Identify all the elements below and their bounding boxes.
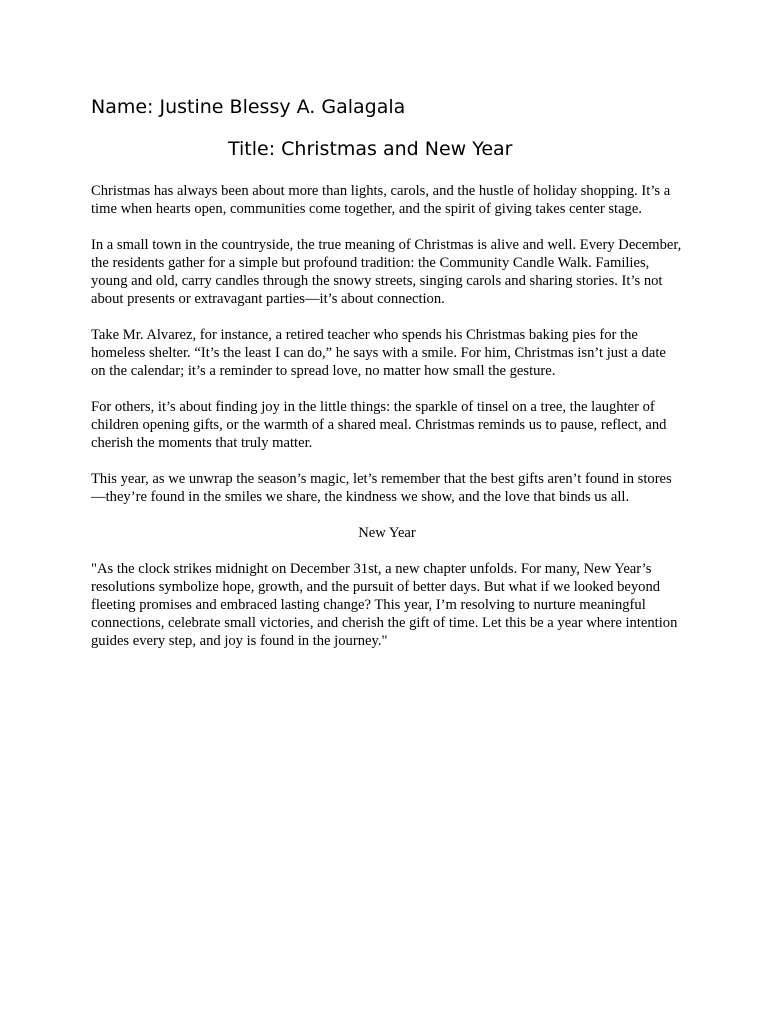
- paragraph-4: For others, it’s about finding joy in the little things: the sparkle of tinsel on a tree, the laughter of children opening gifts, or the warmth of a shared meal. Christmas reminds us to pause, reflect, and cherish the moments that truly matter.: [91, 399, 667, 451]
- new-year-paragraph: "As the clock strikes midnight on December 31st, a new chapter unfolds. For many, New Year’s resolutions symbolize hope, growth, and the pursuit of better days. But what if we looked beyond fleeting promises and embraced lasting change? This year, I’m resolving to nurture meaningful connections, celebrate small victories, and cherish the gift of time. Let this be a year where intention guides every step, and joy is found in the journey.": [91, 561, 678, 649]
- document-body: [91, 182, 683, 668]
- paragraph-3: Take Mr. Alvarez, for instance, a retired teacher who spends his Christmas baking pies for the homeless shelter. “It’s the least I can do,” he says with a smile. For him, Christmas isn’t just a date on the calendar; it’s a reminder to spread love, no matter how small the gesture.: [91, 327, 666, 379]
- document-title: Title: Christmas and New Year: [228, 138, 513, 160]
- author-name: Name: Justine Blessy A. Galagala: [91, 96, 406, 118]
- paragraph-2: In a small town in the countryside, the true meaning of Christmas is alive and well. Every December, the residents gather for a simple but profound tradition: the Community Candle Walk. Families, young and old, carry candles through the snowy streets, singing carols and sharing stories. It’s not about presents or extravagant parties—it’s about connection.: [91, 237, 682, 307]
- paragraph-5: This year, as we unwrap the season’s magic, let’s remember that the best gifts aren’t found in stores—they’re found in the smiles we share, the kindness we show, and the love that binds us all.: [91, 471, 672, 505]
- paragraph-1: Christmas has always been about more than lights, carols, and the hustle of holiday shopping. It’s a time when hearts open, communities come together, and the spirit of giving takes center stage.: [91, 183, 671, 217]
- section-heading-new-year: New Year: [358, 525, 416, 541]
